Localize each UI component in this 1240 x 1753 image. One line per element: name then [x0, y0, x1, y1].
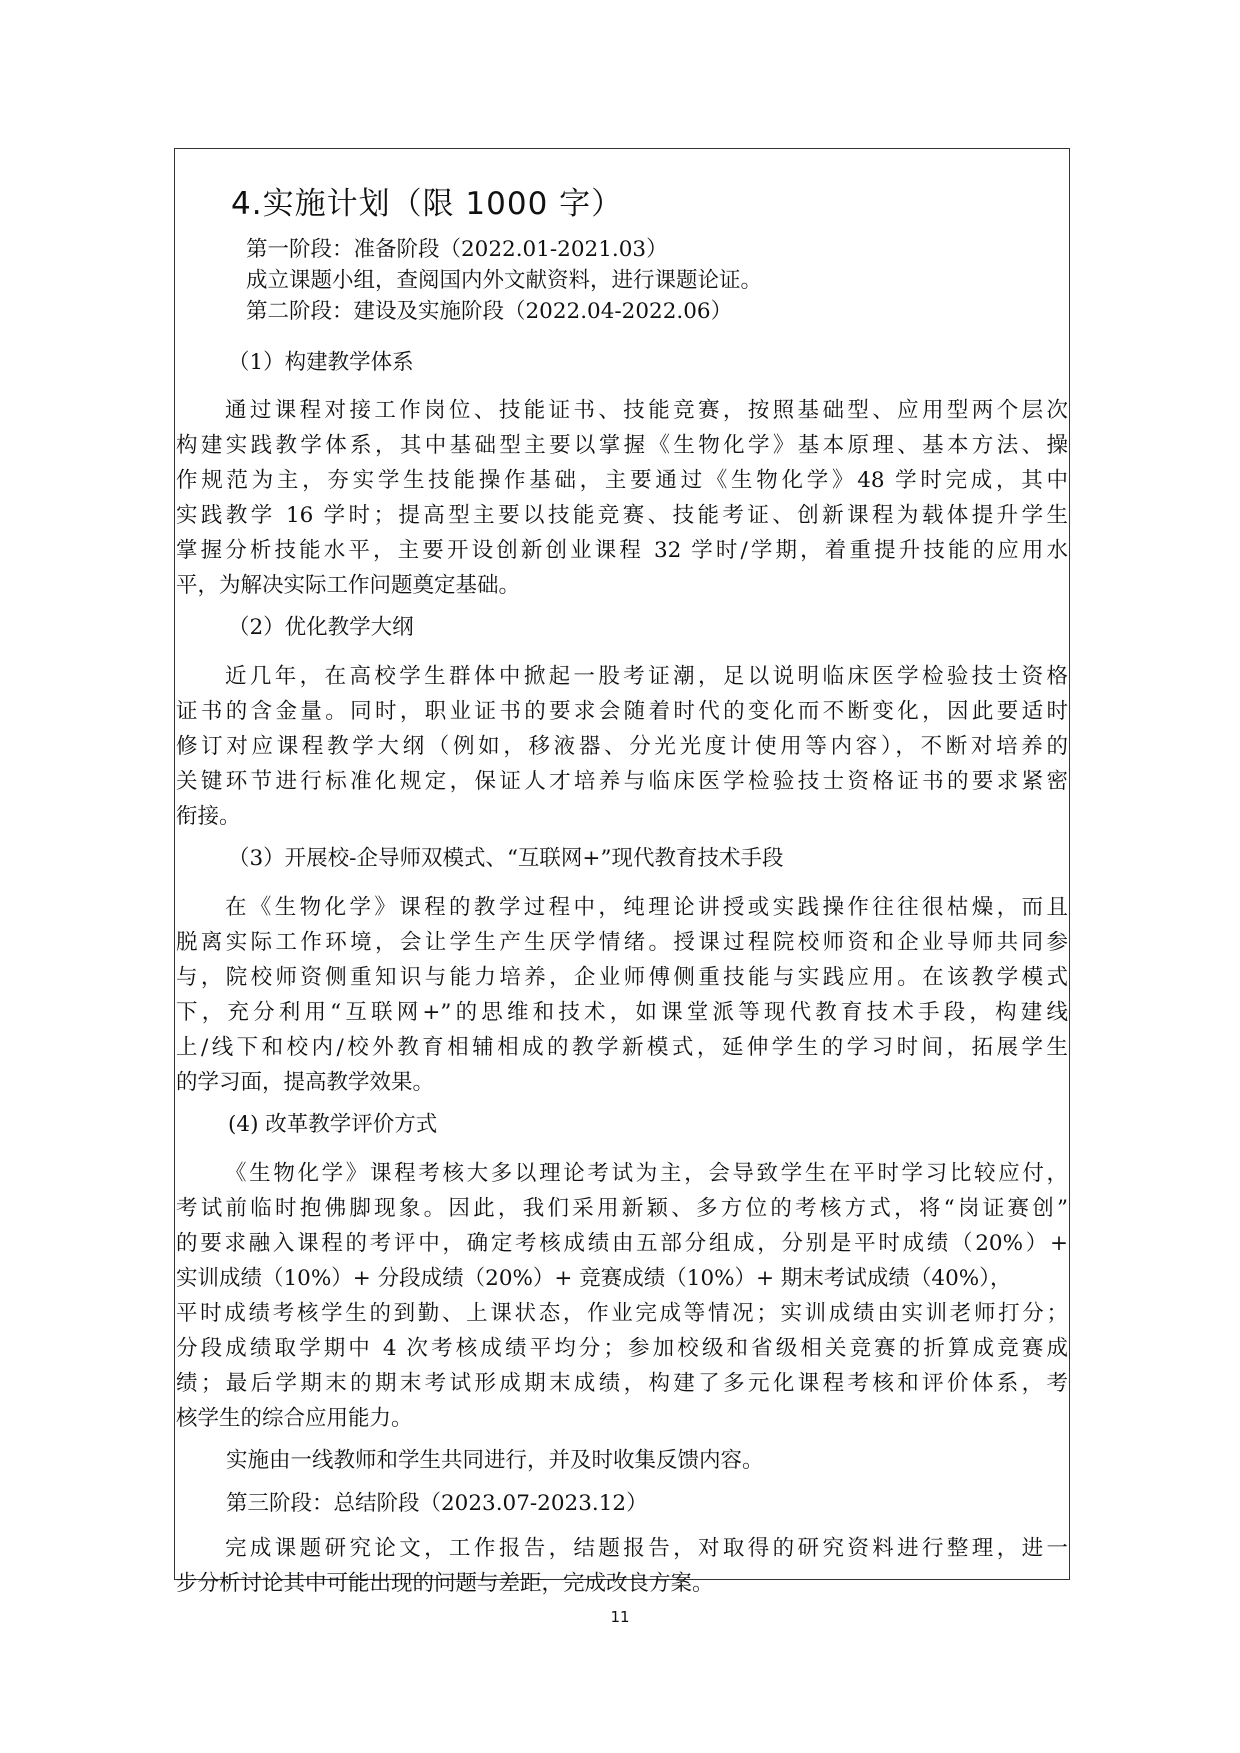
paragraph-line: 完成课题研究论文，工作报告，结题报告，对取得的研究资料进行整理，进一: [225, 1536, 1068, 1561]
paragraph-line: 关键环节进行标准化规定，保证人才培养与临床医学检验技士资格证书的要求紧密: [176, 769, 1068, 794]
paragraph-line: 脱离实际工作环境，会让学生产生厌学情绪。授课过程院校师资和企业导师共同参: [176, 930, 1068, 955]
paragraph-line: 平时成绩考核学生的到勤、上课状态，作业完成等情况；实训成绩由实训老师打分；: [176, 1301, 1068, 1326]
paragraph-line: 平，为解决实际工作问题奠定基础。: [176, 573, 521, 598]
paragraph-line: 上/线下和校内/校外教育相辅相成的教学新模式，延伸学生的学习时间，拓展学生: [176, 1035, 1068, 1060]
paragraph-line: 成立课题小组，查阅国内外文献资料，进行课题论证。: [246, 268, 763, 293]
stage-one-title: 第一阶段：准备阶段（2022.01-2021.03）: [246, 237, 668, 262]
paragraph-line: 实训成绩（10%）+ 分段成绩（20%）+ 竞赛成绩（10%）+ 期末考试成绩（40%），: [176, 1266, 1012, 1291]
paragraph-line: 分段成绩取学期中 4 次考核成绩平均分；参加校级和省级相关竞赛的折算成竞赛成: [176, 1336, 1068, 1361]
paragraph-line: 《生物化学》课程考核大多以理论考试为主，会导致学生在平时学习比较应付，: [225, 1161, 1068, 1186]
paragraph-line: 步分析讨论其中可能出现的问题与差距，完成改良方案。: [176, 1571, 714, 1596]
subheading-4: (4) 改革教学评价方式: [228, 1112, 438, 1137]
paragraph-line: 与，院校师资侧重知识与能力培养，企业师傅侧重技能与实践应用。在该教学模式: [176, 965, 1068, 990]
paragraph-line: 的要求融入课程的考评中，确定考核成绩由五部分组成，分别是平时成绩（20%）+: [176, 1231, 1068, 1256]
paragraph-line: 在《生物化学》课程的教学过程中，纯理论讲授或实践操作往往很枯燥，而且: [225, 895, 1068, 920]
section-heading: 4.实施计划（限 1000 字）: [231, 186, 624, 222]
paragraph-line: 的学习面，提高教学效果。: [176, 1070, 435, 1095]
stage-three-title: 第三阶段：总结阶段（2023.07-2023.12）: [226, 1491, 648, 1516]
paragraph-line: 核学生的综合应用能力。: [176, 1406, 413, 1431]
paragraph-line: 考试前临时抱佛脚现象。因此，我们采用新颖、多方位的考核方式，将“岗证赛创”: [176, 1196, 1068, 1221]
paragraph-line: 通过课程对接工作岗位、技能证书、技能竞赛，按照基础型、应用型两个层次: [225, 398, 1068, 423]
paragraph-line: 实施由一线教师和学生共同进行，并及时收集反馈内容。: [226, 1448, 764, 1473]
paragraph-line: 下，充分利用“互联网+”的思维和技术，如课堂派等现代教育技术手段，构建线: [176, 1000, 1068, 1025]
paragraph-line: 衔接。: [176, 804, 241, 829]
subheading-3: （3）开展校-企导师双模式、“互联网+”现代教育技术手段: [228, 846, 784, 871]
stage-two-title: 第二阶段：建设及实施阶段（2022.04-2022.06）: [246, 299, 733, 324]
paragraph-line: 作规范为主，夯实学生技能操作基础，主要通过《生物化学》48 学时完成，其中: [176, 468, 1068, 493]
paragraph-line: 实践教学 16 学时；提高型主要以技能竞赛、技能考证、创新课程为载体提升学生: [176, 503, 1068, 528]
page-number: 11: [610, 1608, 630, 1626]
subheading-1: （1）构建教学体系: [228, 350, 414, 375]
paragraph-line: 近几年，在高校学生群体中掀起一股考证潮，足以说明临床医学检验技士资格: [225, 664, 1068, 689]
paragraph-line: 修订对应课程教学大纲（例如，移液器、分光光度计使用等内容），不断对培养的: [176, 734, 1068, 759]
paragraph-line: 构建实践教学体系，其中基础型主要以掌握《生物化学》基本原理、基本方法、操: [176, 433, 1068, 458]
paragraph-line: 证书的含金量。同时，职业证书的要求会随着时代的变化而不断变化，因此要适时: [176, 699, 1068, 724]
subheading-2: （2）优化教学大纲: [228, 615, 414, 640]
paragraph-line: 掌握分析技能水平，主要开设创新创业课程 32 学时/学期，着重提升技能的应用水: [176, 538, 1068, 563]
paragraph-line: 绩；最后学期末的期末考试形成期末成绩，构建了多元化课程考核和评价体系，考: [176, 1371, 1068, 1396]
